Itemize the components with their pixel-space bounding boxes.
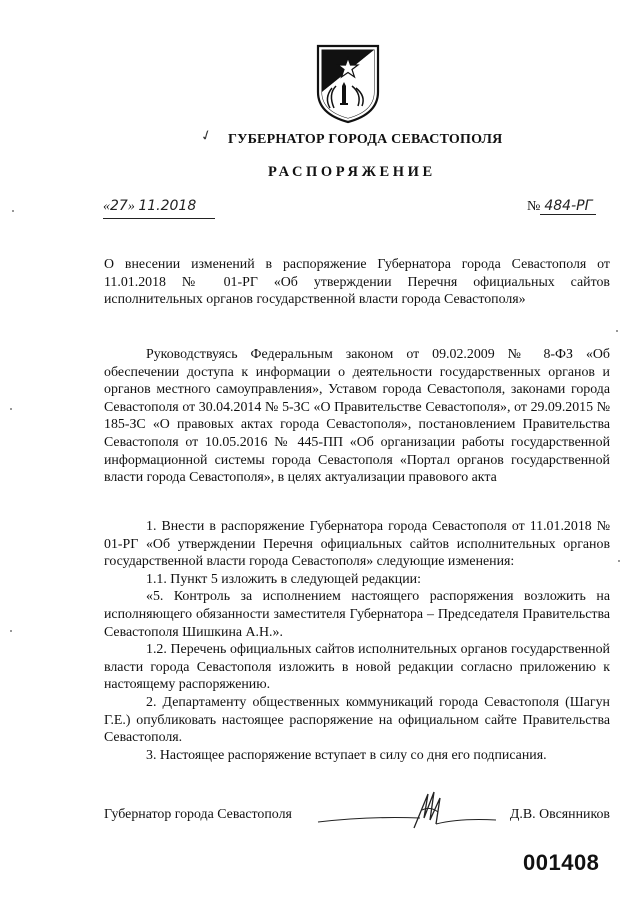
date-open-quote: «: [103, 199, 110, 214]
scan-speck: [10, 408, 12, 410]
list-item: 1.2. Перечень официальных сайтов исполнительных органов государственной власти города Севастополя изложить в новой редакции согласно приложению к настоящему распоряжению.: [104, 642, 610, 693]
list-item: 2. Департаменту общественных коммуникаций города Севастополя (Шагун Г.Е.) опубликовать настоящее распоряжение на официальном сайте Правительства Севастополя.: [104, 694, 610, 746]
document-subject: [104, 256, 610, 309]
signatory-name: Д.В. Овсянников: [509, 807, 610, 822]
subject-text: О внесении изменений в распоряжение Губернатора города Севастополя от 11.01.2018 № 01-РГ «Об утверждении Перечня официальных сайтов исполнительных органов государственной власти города Севастополя»: [104, 257, 610, 308]
document-number: [527, 198, 597, 218]
scan-speck: [616, 330, 618, 332]
document-date: [103, 198, 215, 219]
signatory-position: Губернатор города Севастополя: [104, 807, 292, 822]
serial-number: 001408: [523, 850, 600, 875]
handwritten-signature: [310, 788, 500, 838]
scan-speck: [618, 560, 620, 562]
list-item: 3. Настоящее распоряжение вступает в силу со дня его подписания.: [146, 747, 547, 763]
sevastopol-emblem-icon: [312, 42, 384, 124]
issuer-title: ГУБЕРНАТОР ГОРОДА СЕВАСТОПОЛЯ: [228, 132, 503, 147]
legal-basis: [104, 346, 610, 487]
number-value: 484-РГ: [540, 198, 596, 215]
basis-text: Руководствуясь Федеральным законом от 09.02.2009 № 8-ФЗ «Об обеспечении доступа к информации о деятельности государственных органов и органов местного самоуправления», Уставом города Севастополя, законами города Севастополя от 30.04.2014 № 5-ЗС «О Правительстве Севастополя», от 29.09.2015 № 185-ЗС «О правовых актах города Севастополя», постановлением Правительства Севастополя от 10.05.2016 № 445-ПП «Об организации работы государственной информационной системы города Севастополя «Портал органов государственной власти города Севастополя», в целях актуализации правового акта: [104, 347, 610, 486]
pen-mark: ✓: [198, 127, 215, 146]
date-close-quote: »: [127, 199, 135, 214]
number-sign: №: [527, 199, 541, 214]
list-item: 1. Внести в распоряжение Губернатора города Севастополя от 11.01.2018 № 01-РГ «Об утверждении Перечня официальных сайтов исполнительных органов государственной власти города Севастополя» следующие изменения:: [104, 519, 610, 570]
scan-speck: [12, 210, 14, 212]
list-item: 1.1. Пункт 5 изложить в следующей редакции:: [146, 571, 421, 587]
document-type: РАСПОРЯЖЕНИЕ: [268, 164, 436, 180]
date-day: 27: [110, 198, 128, 214]
date-month-year: 11.2018: [138, 198, 197, 214]
scan-speck: [10, 630, 12, 632]
operative-part: [104, 518, 610, 764]
list-item: «5. Контроль за исполнением настоящего распоряжения возложить на исполняющего обязанности заместителя Губернатора – Председателя Правительства Севастополя Шишкина А.Н.».: [104, 589, 610, 640]
